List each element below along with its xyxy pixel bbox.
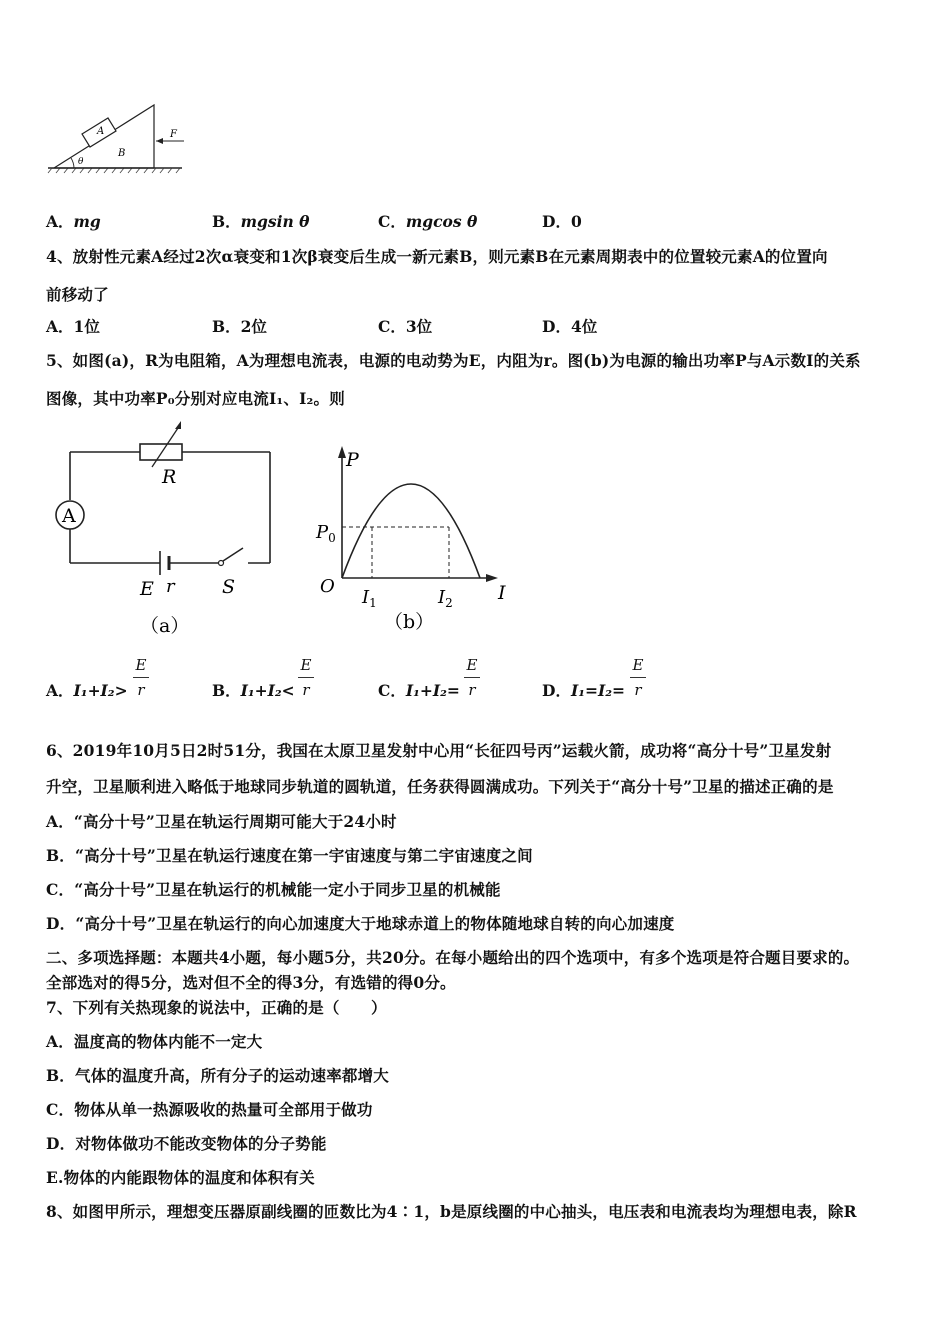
resistor-r [140, 444, 182, 460]
q4-stem-line1: 4、放射性元素A经过2次α衰变和1次β衰变后生成一新元素B，则元素B在元素周期表中的位置较元素A的位置向 [46, 247, 828, 266]
q7-option-b: B．气体的温度升高，所有分子的运动速率都增大 [46, 1066, 390, 1085]
q5-option-a-fraction: E r [133, 656, 149, 699]
q4-option-d: D．4位 [542, 317, 598, 336]
q6-stem-line2: 升空，卫星顺利进入略低于地球同步轨道的圆轨道，任务获得圆满成功。下列关于“高分十号”卫星的描述正确的是 [46, 777, 834, 796]
incline-figure [44, 100, 194, 180]
q5-option-d-fraction: E r [630, 656, 646, 699]
q3-option-b: B．mgsin θ [212, 212, 310, 231]
label-s: S [222, 576, 236, 598]
q3-option-d: D．0 [542, 212, 582, 231]
section2-heading-line2: 全部选对的得5分，选对但不全的得3分，有选错的得0分。 [46, 973, 456, 992]
ammeter-label: A [62, 505, 76, 527]
label-i2: $I_2$ [438, 587, 453, 610]
q5-option-c: C．I₁+I₂= [378, 681, 460, 700]
q5-option-b-fraction: E r [298, 656, 314, 699]
label-f: F [170, 129, 177, 140]
label-r: R [162, 466, 177, 488]
q4-option-a: A．1位 [46, 317, 100, 336]
section2-heading-line1: 二、多项选择题：本题共4小题，每小题5分，共20分。在每小题给出的四个选项中，有多个选项是符合题目要求的。 [46, 948, 860, 967]
label-p0: $P_0$ [316, 522, 336, 545]
q6-option-c: C．“高分十号”卫星在轨运行的机械能一定小于同步卫星的机械能 [46, 880, 501, 899]
q3-option-c: C．mgcos θ [378, 212, 478, 231]
q8-stem-line1: 8、如图甲所示，理想变压器原副线圈的匝数比为4∶1，b是原线圈的中心抽头，电压表和电流表均为理想电表，除R [46, 1202, 857, 1221]
caption-a: （a） [140, 615, 190, 637]
switch-s [219, 561, 224, 566]
label-b: B [118, 148, 126, 159]
label-e: E [140, 578, 154, 600]
q6-option-d: D．“高分十号”卫星在轨运行的向心加速度大于地球赤道上的物体随地球自转的向心加速度 [46, 914, 675, 933]
q7-option-a: A．温度高的物体内能不一定大 [46, 1032, 263, 1051]
power-current-graph [310, 440, 530, 640]
q5-option-b: B．I₁+I₂< [212, 681, 295, 700]
q5-stem-line2: 图像，其中功率P₀分别对应电流I₁、I₂。则 [46, 389, 345, 408]
q4-stem-line2: 前移动了 [46, 285, 109, 304]
q7-option-c: C．物体从单一热源吸收的热量可全部用于做功 [46, 1100, 373, 1119]
q6-option-a: A．“高分十号”卫星在轨运行周期可能大于24小时 [46, 812, 397, 831]
label-r-internal: r [166, 576, 175, 597]
q7-option-e: E.物体的内能跟物体的温度和体积有关 [46, 1168, 315, 1187]
label-i: I [498, 582, 506, 604]
q6-stem-line1: 6、2019年10月5日2时51分，我国在太原卫星发射中心用“长征四号丙”运载火箭，成功将“高分十号”卫星发射 [46, 741, 832, 760]
label-theta: θ [78, 157, 84, 167]
q5-stem-line1: 5、如图(a)，R为电阻箱，A为理想电流表，电源的电动势为E，内阻为r。图(b)为电源的输出功率P与A示数I的关系 [46, 351, 861, 370]
q5-option-a: A．I₁+I₂> [46, 681, 128, 700]
label-i1: $I_1$ [362, 587, 377, 610]
q5-option-c-fraction: E r [464, 656, 480, 699]
label-a: A [97, 126, 105, 137]
power-curve [342, 484, 480, 578]
label-p: P [346, 449, 359, 471]
circuit-diagram [48, 415, 288, 643]
label-o: O [320, 576, 335, 597]
q7-option-d: D．对物体做功不能改变物体的分子势能 [46, 1134, 327, 1153]
q3-option-a: A．mg [46, 212, 101, 231]
q5-option-d: D．I₁=I₂= [542, 681, 626, 700]
caption-b: （b） [384, 611, 435, 633]
q4-option-c: C．3位 [378, 317, 433, 336]
q4-option-b: B．2位 [212, 317, 267, 336]
q6-option-b: B．“高分十号”卫星在轨运行速度在第一宇宙速度与第二宇宙速度之间 [46, 846, 533, 865]
q7-stem: 7、下列有关热现象的说法中，正确的是（ ） [46, 998, 387, 1017]
